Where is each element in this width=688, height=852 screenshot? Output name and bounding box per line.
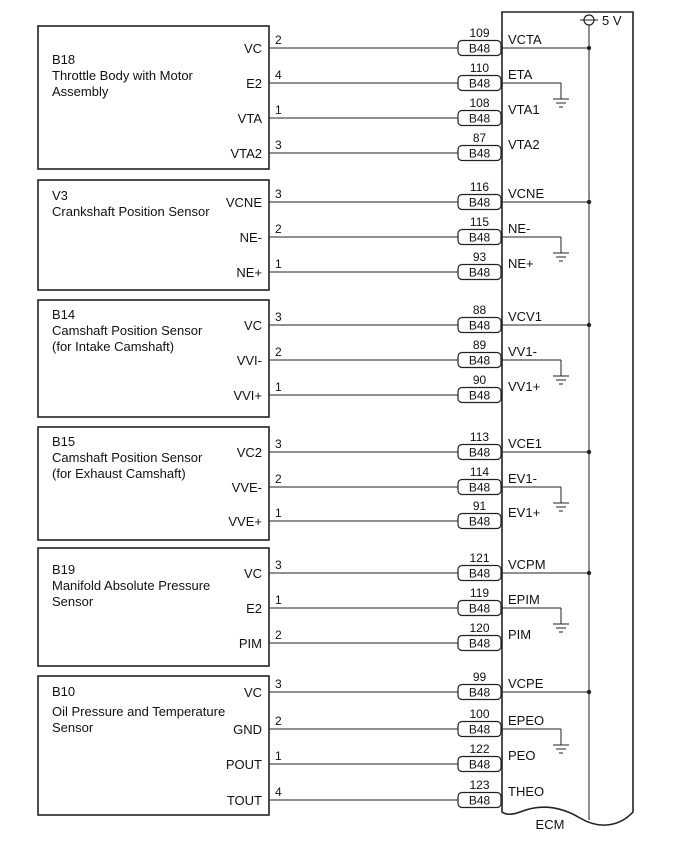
ecm-terminal-label: THEO [508, 784, 545, 799]
sensor-terminal-label: PIM [238, 636, 262, 651]
pin-row [227, 778, 544, 808]
ecm-terminal-label: VCPM [508, 557, 546, 572]
sensor-pin-number: 1 [275, 506, 282, 520]
sensor-pin-number: 3 [275, 310, 282, 324]
sensor-terminal-label: VTA [237, 111, 262, 126]
sensor-pin-number: 1 [275, 257, 282, 271]
connector-label: B48 [468, 685, 491, 700]
connector-label: B48 [468, 388, 491, 403]
ecm-pin-number: 116 [469, 180, 490, 194]
ecm-pin-number: 91 [472, 499, 487, 513]
ecm-pin-number: 89 [472, 338, 487, 352]
pin-row [228, 499, 540, 529]
ecm-terminal-label: VV1+ [508, 379, 541, 394]
connector-label: B48 [468, 265, 491, 280]
connector-label: B48 [468, 757, 491, 772]
ecm-module [502, 12, 633, 832]
component-name-line: Crankshaft Position Sensor [52, 204, 210, 219]
ecm-pin-number: 121 [469, 551, 490, 565]
component-name-line: Sensor [52, 594, 94, 609]
ecm-terminal-label: VTA2 [508, 137, 540, 152]
sensor-terminal-label: VC [243, 318, 262, 333]
sensor-terminal-label: VC [243, 685, 262, 700]
pin-row [238, 96, 540, 126]
component-code: B10 [52, 684, 76, 699]
ecm-pin-number: 93 [472, 250, 487, 264]
sensor-pin-number: 1 [275, 380, 282, 394]
connector-label: B48 [468, 111, 491, 126]
sensor-terminal-label: E2 [246, 601, 262, 616]
sensor-terminal-label: VC [243, 566, 262, 581]
sensor-pin-number: 3 [275, 677, 282, 691]
sensor-terminal-label: VC2 [236, 445, 262, 460]
ecm-terminal-label: EV1+ [508, 505, 541, 520]
sensor-terminal-label: VVI- [236, 353, 262, 368]
ecm-pin-number: 120 [469, 621, 490, 635]
sensor-terminal-label: VCNE [225, 195, 262, 210]
ecm-label: ECM [535, 817, 565, 832]
ecm-terminal-label: EV1- [508, 471, 537, 486]
component-name-line: Manifold Absolute Pressure [52, 578, 211, 593]
connector-label: B48 [468, 41, 491, 56]
junction-dot [587, 46, 591, 50]
component-name-line: Camshaft Position Sensor [52, 450, 203, 465]
junction-dot [587, 323, 591, 327]
component-name-line: Throttle Body with Motor [52, 68, 193, 83]
sensor-pin-number: 3 [275, 437, 282, 451]
ecm-terminal-label: VCPE [508, 676, 544, 691]
component-code: B15 [52, 434, 76, 449]
sensor-terminal-label: TOUT [226, 793, 262, 808]
sensor-terminal-label: VC [243, 41, 262, 56]
sensor-pin-number: 2 [275, 714, 282, 728]
ecm-terminal-label: PIM [508, 627, 532, 642]
sensor-terminal-label: NE- [239, 230, 262, 245]
ecm-terminal-label: NE+ [508, 256, 534, 271]
ecm-terminal-label: VTA1 [508, 102, 540, 117]
connector-label: B48 [468, 76, 491, 91]
ecm-pin-number: 99 [472, 670, 487, 684]
ecm-pin-number: 109 [469, 26, 490, 40]
ecm-terminal-label: EPEO [508, 713, 545, 728]
sensor-terminal-label: VTA2 [230, 146, 262, 161]
ecm-terminal-label: VCNE [508, 186, 545, 201]
connector-label: B48 [468, 230, 491, 245]
pin-row [226, 742, 536, 772]
supply-label: 5 V [602, 13, 622, 28]
component-name-line: Oil Pressure and Temperature [52, 704, 226, 719]
sensor-pin-number: 2 [275, 628, 282, 642]
ecm-pin-number: 113 [469, 430, 490, 444]
junction-dot [587, 690, 591, 694]
connector-label: B48 [468, 353, 491, 368]
component-name-line: Camshaft Position Sensor [52, 323, 203, 338]
sensor-terminal-label: VVI+ [233, 388, 262, 403]
ecm-pin-number: 108 [469, 96, 490, 110]
sensor-terminal-label: VVE- [231, 480, 262, 495]
ecm-pin-number: 87 [472, 131, 487, 145]
connector-label: B48 [468, 514, 491, 529]
sensor-terminal-label: VVE+ [228, 514, 262, 529]
connector-label: B48 [468, 793, 491, 808]
connector-label: B48 [468, 480, 491, 495]
sensor-pin-number: 1 [275, 103, 282, 117]
connector-label: B48 [468, 601, 491, 616]
sensor-pin-number: 1 [275, 593, 282, 607]
ecm-pin-number: 90 [472, 373, 487, 387]
ecm-pin-number: 122 [469, 742, 490, 756]
ecm-terminal-label: NE- [508, 221, 531, 236]
component-code: B18 [52, 52, 76, 67]
ecm-pin-number: 119 [469, 586, 490, 600]
sensor-pin-number: 3 [275, 138, 282, 152]
component-name-line: Assembly [52, 84, 109, 99]
sensor-terminal-label: POUT [225, 757, 262, 772]
ecm-pin-number: 88 [472, 303, 487, 317]
ecm-pin-number: 100 [469, 707, 490, 721]
component-name-line: Sensor [52, 720, 94, 735]
sensor-pin-number: 2 [275, 222, 282, 236]
pin-row [233, 373, 540, 403]
ecm-pin-number: 115 [469, 215, 490, 229]
connector-label: B48 [468, 318, 491, 333]
component-code: B19 [52, 562, 76, 577]
ecm-terminal-label: VV1- [508, 344, 537, 359]
sensor-pin-number: 4 [275, 68, 282, 82]
sensor-pin-number: 2 [275, 472, 282, 486]
ecm-outline [502, 12, 633, 825]
junction-dot [587, 571, 591, 575]
ecm-terminal-label: PEO [508, 748, 536, 763]
ecm-terminal-label: EPIM [508, 592, 540, 607]
connector-label: B48 [468, 445, 491, 460]
connector-label: B48 [468, 195, 491, 210]
sensor-terminal-label: E2 [246, 76, 262, 91]
connector-label: B48 [468, 722, 491, 737]
sensor-pin-number: 4 [275, 785, 282, 799]
ecm-terminal-label: ETA [508, 67, 533, 82]
component-name-line: (for Exhaust Camshaft) [52, 466, 186, 481]
ecm-pin-number: 114 [469, 465, 490, 479]
ecm-pin-number: 123 [469, 778, 490, 792]
component-code: B14 [52, 307, 76, 322]
sensor-pin-number: 2 [275, 33, 282, 47]
connector-label: B48 [468, 146, 491, 161]
junction-dot [587, 200, 591, 204]
pin-row [239, 621, 531, 651]
junction-dot [587, 450, 591, 454]
ecm-terminal-label: VCE1 [508, 436, 542, 451]
pin-row [236, 250, 533, 280]
connector-label: B48 [468, 566, 491, 581]
sensor-terminal-label: GND [233, 722, 262, 737]
component-name-line: (for Intake Camshaft) [52, 339, 175, 354]
pin-row [230, 131, 539, 161]
sensor-terminal-label: NE+ [236, 265, 262, 280]
connector-label: B48 [468, 636, 491, 651]
ecm-terminal-label: VCTA [508, 32, 542, 47]
sensor-pin-number: 1 [275, 749, 282, 763]
ecm-pin-number: 110 [469, 61, 490, 75]
sensor-pin-number: 3 [275, 187, 282, 201]
sensor-pin-number: 3 [275, 558, 282, 572]
component-code: V3 [52, 188, 68, 203]
ecm-terminal-label: VCV1 [508, 309, 542, 324]
sensor-pin-number: 2 [275, 345, 282, 359]
